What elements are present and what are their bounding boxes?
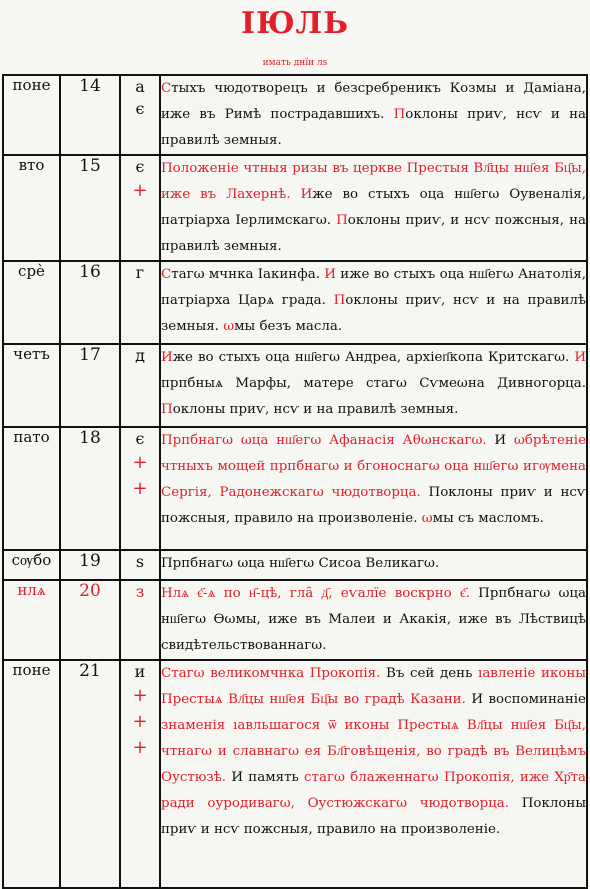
body-text: Прпбнагω ωца нш҃егω Өωмы, иже въ Малеи и Акакія, иже въ Лѣствицѣ свидѣтельствованнагω.	[161, 586, 586, 653]
calendar-row	[3, 580, 587, 660]
calendar-row	[3, 660, 587, 888]
body-text: тагω мчнка Іакинфа.	[171, 267, 325, 282]
slavonic-numeral: ѕ	[135, 552, 145, 571]
rubric-text: Положеніе чтныя ризы въ церкве Престыя Вл҃цы нш҃ея Бц҃ы, иже въ Лахернѣ.	[161, 161, 586, 202]
body-text: иже во стыхъ оца нш҃егω Анатолія, патріарха Царѧ града.	[161, 267, 586, 308]
body-text	[291, 187, 301, 202]
slavonic-numeral: г	[135, 263, 145, 282]
rubric-text: П	[161, 402, 173, 417]
body-text: оклоны приѵ, нсѵ и на правилѣ земныя.	[161, 293, 587, 334]
weekday-cell: поне	[3, 660, 60, 888]
feast-cross-icon: +	[132, 711, 148, 732]
slavonic-numeral-cell	[120, 550, 160, 580]
rubric-text: И	[574, 350, 586, 365]
rubric-text: С	[161, 81, 172, 96]
rubric-text: П	[336, 213, 348, 228]
slavonic-numeral: є	[135, 157, 145, 176]
feast-cross-icon: +	[132, 452, 148, 473]
weekday-cell: срѐ	[3, 261, 60, 344]
body-text: И память	[226, 770, 305, 785]
calendar-row	[3, 155, 587, 261]
rubric-text: И	[300, 187, 313, 202]
commemoration-text	[160, 660, 587, 888]
body-text: мы съ масломъ.	[432, 511, 544, 526]
slavonic-numeral: и	[134, 662, 146, 681]
slavonic-numeral: д	[135, 346, 145, 365]
body-text: прпбныѧ Марфы, матере стагω Сѵмеωна Дивногорца.	[161, 376, 586, 391]
rubric-text: И	[161, 350, 173, 365]
slavonic-numeral-cell	[120, 261, 160, 344]
weekday-cell: пато	[3, 427, 60, 550]
body-text: тыхъ чюдотворецъ и безсребреникъ Козмы и Даміана, иже въ Римѣ пострадавшихъ.	[161, 81, 586, 122]
rubric-text: Прпбнагω ωца нш҃егω Афанасія Аθωнскагω.	[161, 433, 487, 448]
rubric-text: ω	[421, 511, 433, 526]
feast-cross-icon: +	[132, 737, 148, 758]
date-number-cell: 17	[60, 344, 120, 427]
body-text: оклоны приѵ, и нсѵ пожсныя, на правилѣ земныя.	[161, 213, 586, 254]
weekday-cell: четъ	[3, 344, 60, 427]
rubric-text: ıавленіе иконы Престыѧ Вл҃цы нш҃ея Бц҃ы во градѣ Казани.	[161, 666, 586, 707]
weekday-cell: вто	[3, 155, 60, 261]
slavonic-numeral: є	[135, 429, 145, 448]
body-text: Прпбнагω ωца нш҃егω Сисоа Великагω.	[161, 556, 440, 571]
commemoration-text	[160, 261, 587, 344]
slavonic-numeral: є	[135, 99, 145, 118]
month-header	[0, 0, 590, 76]
date-number-cell: 19	[60, 550, 120, 580]
slavonic-numeral-cell	[120, 344, 160, 427]
rubric-text: стагω блаженнагω Прокопія, иже Хр҃та ради оуродивагω, Оустюжскагω чюдотворца.	[161, 770, 586, 811]
calendar-row	[3, 75, 587, 155]
commemoration-text	[160, 155, 587, 261]
rubric-text: ωбрѣтеніе чтныхъ мощей прпбнагω и бгоноснагω оца нш҃егω игѹмена Сергія, Радонежскагω чюдотворца.	[161, 433, 586, 500]
slavonic-numeral-cell	[120, 75, 160, 155]
slavonic-numeral-cell	[120, 660, 160, 888]
rubric-text: Стагω великомчнка Прокопія.	[161, 666, 381, 681]
feast-cross-icon: +	[132, 685, 148, 706]
body-text: И воспоминаніе	[465, 692, 586, 707]
rubric-text: ω	[223, 319, 235, 334]
calendar-row	[3, 261, 587, 344]
calendar-row	[3, 427, 587, 550]
commemoration-text	[160, 580, 587, 660]
weekday-cell: сѹбо	[3, 550, 60, 580]
calendar-table	[2, 74, 588, 889]
date-number-cell: 18	[60, 427, 120, 550]
feast-cross-icon: +	[132, 478, 148, 499]
body-text: Въ сей день	[380, 666, 479, 681]
rubric-text: С	[161, 267, 172, 282]
slavonic-numeral-cell	[120, 155, 160, 261]
body-text: оклоны приѵ, нсѵ и на правилѣ земныя.	[161, 107, 586, 148]
commemoration-text	[160, 427, 587, 550]
commemoration-text	[160, 75, 587, 155]
rubric-text: И	[324, 267, 336, 282]
body-text: мы безъ масла.	[234, 319, 343, 334]
commemoration-text	[160, 344, 587, 427]
slavonic-numeral: з	[135, 582, 145, 601]
commemoration-text	[160, 550, 587, 580]
date-number-cell: 20	[60, 580, 120, 660]
weekday-cell: поне	[3, 75, 60, 155]
slavonic-numeral: а	[135, 77, 145, 96]
slavonic-numeral-cell	[120, 427, 160, 550]
rubric-text: П	[393, 107, 406, 122]
calendar-row	[3, 550, 587, 580]
date-number-cell: 15	[60, 155, 120, 261]
slavonic-numeral-cell	[120, 580, 160, 660]
month-title: ІЮЛЬ	[241, 6, 349, 41]
date-number-cell: 14	[60, 75, 120, 155]
rubric-text: Нлѧ є҃-ѧ по н҃-цѣ, гла̑ д҃, еѵалїе воскрно є҃.	[161, 586, 470, 601]
date-number-cell: 21	[60, 660, 120, 888]
body-text: И	[486, 433, 514, 448]
weekday-cell: нлѧ	[3, 580, 60, 660]
calendar-row	[3, 344, 587, 427]
date-number-cell: 16	[60, 261, 120, 344]
rubric-text: П	[333, 293, 346, 308]
body-text: Поклоны приѵ и нсѵ пожсныя, правило на произволеніе.	[161, 485, 586, 526]
body-text: же во стыхъ оца нш҃егω Оувеналія, патріарха Іерлимскагω.	[161, 187, 586, 228]
body-text: Поклоны приѵ и нсѵ пожсныя, правило на произволеніе.	[161, 796, 586, 837]
rubric-text: знаменія ıавльшагося ѿ иконы Престыѧ Вл҃цы нш҃ея Бц҃ы, чтнагω и славнагω ея Бл҃говѣщенія, во градѣ въ Велицѣмъ Оустюзѣ.	[161, 718, 586, 785]
feast-cross-icon: +	[132, 180, 148, 201]
body-text: оклоны приѵ, нсѵ и на правилѣ земныя.	[172, 402, 459, 417]
month-subtitle: имать днїи лѕ	[262, 58, 328, 68]
body-text: же во стыхъ оца нш҃егω Андреа, архіеп҃копа Критскагω.	[172, 350, 575, 365]
